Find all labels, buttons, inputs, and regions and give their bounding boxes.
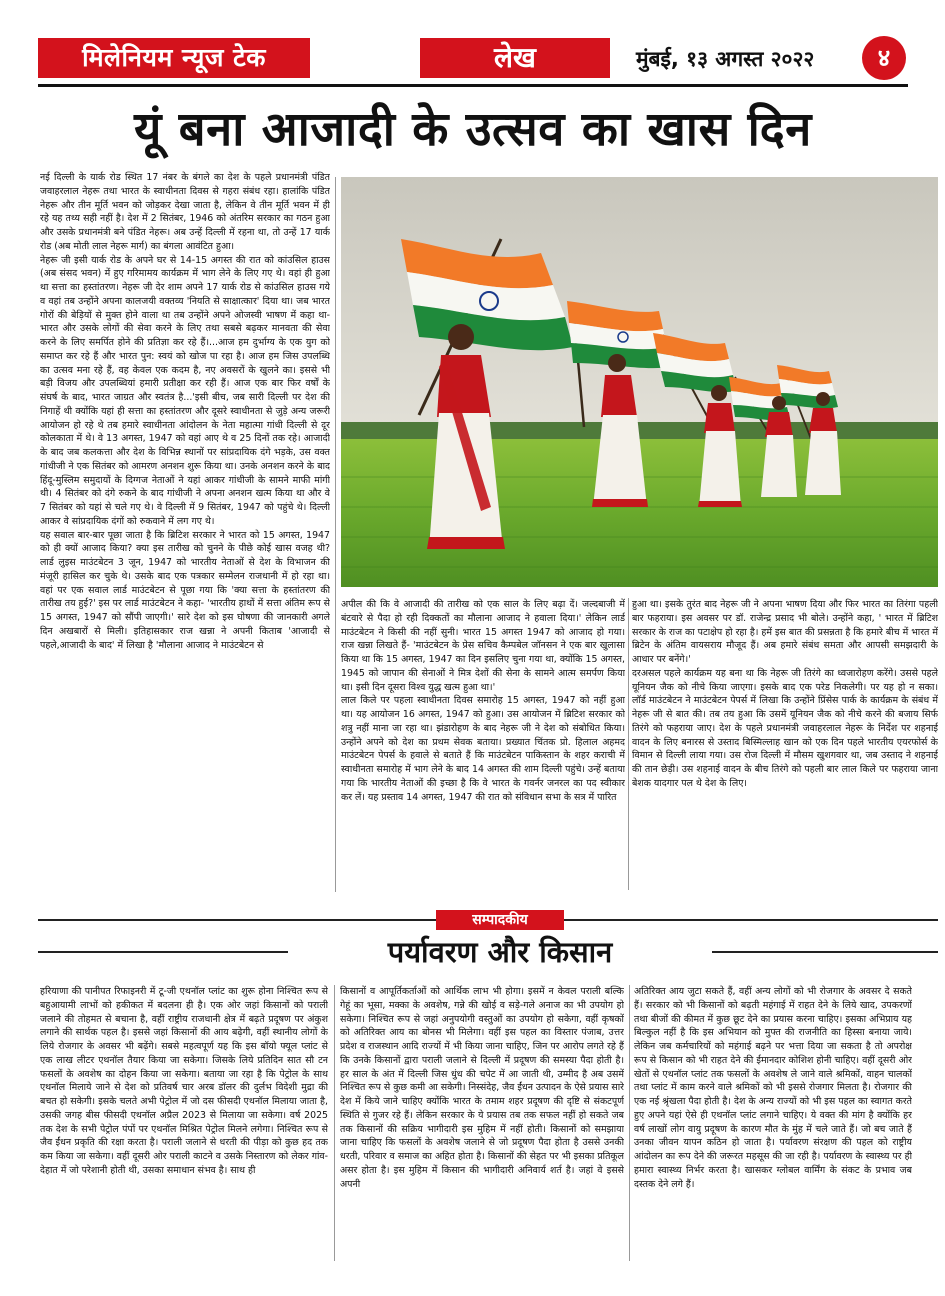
- editorial-column-1: हरियाणा की पानीपत रिफाइनरी में टू-जी एथनॉल प्लांट का शुरू होना निश्चित रूप से बहुआयामी लाभों को हकीकत में बदलना ही है। एक ओर जहां किसानों को पराली जलाने की तोहमत से बचाना है, वहीं राष्ट्रीय राजधानी क्षेत्र में बढ़ते प्रदूषण पर अंकुश लगाने की सार्थक पहल है। इससे जहां किसानों की आय बढ़ेगी, वहीं स्थानीय लोगों के लिये रोजगार के अवसर भी बढ़ेंगे। सबसे महत्वपूर्ण यह कि इस बॉयो फ्यूल प्लांट से एक लाख लीटर एथनॉल तैयार किया जा सकेगा। जिसके लिये प्रतिदिन सात सौ टन फसलों के अवशेष का दोहन किया जा सकेगा। बताया जा रहा है कि पेट्रोल के साथ एथनॉल मिलाये जाने से देश को प्रतिवर्ष चार अरब डॉलर की दुर्लभ विदेशी मुद्रा की बचत हो सकेगी। इसके चलते अभी पेट्रोल में जो दस फीसदी एथनॉल मिलाया जाता है, उसकी जगह बीस फीसदी एथनॉल अप्रैल 2023 से मिलाया जा सकेगा। वर्ष 2025 तक देश के सभी पेट्रोल पंपों पर एथनॉल मिश्रित पेट्रोल मिलने लगेगा। निश्चित रूप से जैव ईंधन प्रकृति की रक्षा करता है। पराली जलाने से धरती की पीड़ा को कुछ हद तक कम किया जा सकेगा। वहीं दूसरी ओर पराली काटने व उसके निस्तारण को लेकर गांव-देहात में जो परेशानी होती थी, उसका समाधान संभव है। साथ ही: [40, 986, 328, 1176]
- column-divider: [335, 177, 336, 892]
- article-paragraph: लाल किले पर पहला स्वाधीनता दिवस समारोह 15 अगस्त, 1947 को नहीं हुआ था। यह आयोजन 16 अगस्त, 1947 को हुआ। उस आयोजन में ब्रिटिश सरकार को शत्रु नहीं माना जा रहा था। झंडारोहण के बाद नेहरू जी ने देश को संबोधित किया। उन्होंने अपने को देश का प्रथम सेवक बताया। प्रख्यात चिंतक प्रो. हिलाल अहमद माउंटबेटन पेपर्स के हवाले से बताते हैं कि माउंटबेटन पाकिस्तान के शहर कराची में स्वाधीनता समारोह में भाग लेने के बाद 14 अगस्त की शाम दिल्ली पहुंचे। उन्हें बताया गया कि भारतीय नेताओं की इच्छा है कि वे भारत के गवर्नर जनरल का पद स्वीकार कर लें। यह प्रस्ताव 14 अगस्त, 1947 की रात को संविधान सभा के सत्र में पारित: [341, 695, 625, 803]
- editorial-header: [38, 910, 938, 980]
- flag-bearers-illustration: [341, 177, 938, 587]
- article-column-1: [40, 171, 330, 891]
- page-number-badge: ४: [862, 36, 906, 80]
- article-paragraph: दरअसल पहले कार्यक्रम यह बना था कि नेहरू जी तिरंगे का ध्वजारोहण करेंगे। उससे पहले यूनियन जैक को नीचे किया जाएगा। इसके बाद एक परेड निकलेगी। पर यह हो न सका। लॉर्ड माउंटबेटन ने माउंटबेटन पेपर्स में लिखा कि उन्होंने प्रिंसेस पार्क के कार्यक्रम के संबंध में नेहरू जी से बात की। तब तय हुआ कि उसमें यूनियन जैक को नीचे करने की बजाय सिर्फ तिरंगे को फहराया जाए। देश के पहले प्रधानमंत्री जवाहरलाल नेहरू के निर्देश पर शहनाई वादन के लिए बनारस से उस्ताद बिस्मिल्लाह खान को एक दिन पहले भारतीय एयरफोर्स के विमान से दिल्ली लाया गया। उस रोज दिल्ली में मौसम खुशगवार था, जब उस्ताद ने शहनाई की तान छेड़ी। उस शहनाई वादन के बीच तिरंगे को पहली बार लाल किले पर फहराया जाना बेशक यादगार पल थे देश के लिए।: [632, 667, 938, 789]
- article-paragraph: हुआ था। इसके तुरंत बाद नेहरू जी ने अपना भाषण दिया और फिर भारत का तिरंगा पहली बार फहराया। इस अवसर पर डॉ. राजेन्द्र प्रसाद भी बोले। उन्होंने कहा, ' भारत में ब्रिटिश सरकार के राज का पटाक्षेप हो रहा है। हमें इस बात की प्रसन्नता है कि हमारे बीच में भारत में ब्रिटेन के अंतिम वायसराय मौजूद हैं। अब हमारे संबंध समता और आपसी समझदारी के आधार पर बनेंगे।': [632, 599, 938, 665]
- article-column-3: [632, 598, 938, 890]
- editorial-column-3: अतिरिक्त आय जुटा सकते हैं, वहीं अन्य लोगों को भी रोजगार के अवसर दे सकते हैं। सरकार को भी किसानों को बढ़ती महंगाई में राहत देने के लिये खाद, उपकरणों तथा बीजों की कीमत में कुछ छूट देने का प्रयास करना चाहिए। इसका अभिप्राय यह बिल्कुल नहीं है कि इस अभियान को मुफ्त की राजनीति का हिस्सा बनाया जाये। लेकिन जब कर्मचारियों को महंगाई बढ़ने पर भत्ता दिया जा सकता है तो अपरोक्ष रूप से किसान को भी राहत देने की ईमानदार कोशिश होनी चाहिए। वहीं दूसरी ओर खेतों से एथनॉल प्लांट तक फसलों के अवशेष ले जाने वाले श्रमिकों, वाहन चालकों तथा प्लांट में काम करने वाले श्रमिकों को भी इससे रोजगार मिलता है। रोजगार की एक नई श्रृंखला पैदा होती है। देश के अन्य राज्यों को भी इस पहल का स्वागत करते हुए अपने यहां ऐसे ही एथनॉल प्लांट लगाने चाहिए। ये वक्त की मांग है क्योंकि हर वर्ष लाखों लोग वायु प्रदूषण के कारण मौत के मुंह में चले जाते हैं। जो बच जाते हैं उनका जीवन यापन कठिन हो जाता है। पर्यावरण संरक्षण की पहल को राष्ट्रीय आंदोलन का रूप देने की जरूरत महसूस की जा रही है। पर्यावरण के स्वास्थ्य पर ही हमारा स्वास्थ्य निर्भर करता है। खासकर ग्लोबल वार्मिंग के संकट के प्रभाव जब दस्तक देने लगे हैं।: [634, 986, 912, 1190]
- editorial-title: पर्यावरण और किसान: [387, 935, 613, 969]
- section-label: लेख: [420, 38, 610, 78]
- column-divider: [629, 985, 630, 1261]
- editorial-label: सम्पादकीय: [436, 910, 564, 930]
- column-divider: [628, 598, 629, 890]
- article-column-2: [341, 598, 625, 890]
- editorial-rule-right: [712, 951, 938, 953]
- column-divider: [334, 985, 335, 1261]
- masthead: [38, 38, 908, 80]
- dateline: मुंबई, १३ अगस्त २०२२: [636, 47, 815, 71]
- article-headline: यूं बना आजादी के उत्सव का खास दिन: [134, 102, 812, 157]
- editorial-rule-left: [38, 951, 288, 953]
- article-paragraph: नेहरू जी इसी यार्क रोड के अपने घर से 14-15 अगस्त की रात को कांउसिल हाउस (अब संसद भवन) में हुए गरिमामय कार्यक्रम में भाग लेने के लिए गए थे। वहां ही हुआ था सत्ता का हस्तांतरण। नेहरू जी देर शाम अपने 17 यार्क रोड से कांउसिल हाउस गये व वहां तब उन्होंने अपना कालजयी वक्तव्य 'नियति से साक्षात्कार' दिया था। जब भारत गोरों की बेड़ियों से मुक्त होने वाला था तब उन्होंने अपने ओजस्वी भाषण में कहा था- भारत और उसके लोगों की सेवा करने के लिए तथा सबसे बढ़कर मानवता की सेवा करने के लिए समर्पित होने की प्रतिज्ञा कर रहे हैं।...आज हम दुर्भाग्य के एक युग को समाप्त कर रहे हैं और भारत पुन: स्वयं को खोज पा रहा है। आज हम जिस उपलब्धि का उत्सव मना रहे हैं, वह केवल एक कदम है, नए अवसरों के खुलने का। इससे भी बड़ी विजय और उपलब्धियां हमारी प्रतीक्षा कर रही हैं। आज एक बार फिर वर्षों के संघर्ष के बाद, भारत जाग्रत और स्वतंत्र है...'इसी बीच, जब सारी दिल्ली पर देश की निगाहें थी क्योंकि यहां ही सत्ता का हस्तांतरण और दूसरे स्वाधीनता से जुड़े अन्य जरूरी आयोजन हो रहे थे तब हमारे स्वाधीनता आंदोलन के नेता महात्मा गांधी दिल्ली से दूर कोलकाता में थे। वे 13 अगस्त, 1947 को वहां आए थे व 25 दिनों तक रहे। आजादी के बाद जब कलकत्ता और देश के विभिन्न स्थानों पर सांप्रदायिक दंगे भड़के, उस वक्त गांधीजी ने एक सितंबर को आमरण अनशन शुरू किया था। उनके अनशन करने के बाद हिंदू-मुस्लिम समुदायों के दिग्गज नेताओं ने यहां आकर गांधीजी के सामने माफी मांगी थी। 4 सितंबर को दंगे रुकने के बाद गांधीजी ने अपना अनशन खत्म किया था और वे 7 सितंबर को यहां से चले गए थे। वे दिल्ली में 9 सितंबर, 1947 को पहुंचे थे। दिल्ली आकर वे सांप्रदायिक दंगों को रुकवाने में लग गए थे।: [40, 254, 330, 527]
- article-photo: [341, 177, 938, 587]
- article-paragraph: नई दिल्ली के यार्क रोड स्थित 17 नंबर के बंगले का देश के पहले प्रधानमंत्री पंडित जवाहरलाल नेहरू तथा भारत के स्वाधीनता दिवस से गहरा संबंध रहा। हालांकि पंडित नेहरू और तीन मूर्ति भवन को जोड़कर देखा जाता है, लेकिन वे तीन मूर्ति भवन में ही रहे यह तथ्य सही नहीं है। देश में 2 सितंबर, 1946 को अंतरिम सरकार का गठन हुआ और उसके प्रधानमंत्री बने पंडित नेहरू। अब उन्हें दिल्ली में रहना था, तो उन्हें 17 यार्क रोड (अब मोती लाल नेहरू मार्ग) का बंगला आवंटित हुआ।: [40, 172, 330, 252]
- brand-name: मिलेनियम न्यूज टेक: [38, 38, 310, 78]
- masthead-rule: [38, 84, 908, 87]
- article-paragraph: अपील की कि वे आजादी की तारीख को एक साल के लिए बढ़ा दें। जल्दबाजी में बंटवारे से पैदा हो रही दिक्कतों का मौलाना आजाद ने हवाला दिया।' लेकिन लार्ड माउंटबेटन ने किसी की नहीं सुनी। भारत 15 अगस्त 1947 को आजाद हो गया। राज खन्ना लिखते हैं- 'माउंटबेटन के प्रेस सचिव कैम्पबेल जॉनसन ने एक बार खुलासा किया था कि 15 अगस्त, 1947 का दिन इसलिए चुना गया था, क्योंकि 15 अगस्त, 1945 को जापान की सेनाओं ने मित्र देशों की सेना के सामने आत्म समर्पण किया था। इसी दिन दूसरा विश्व युद्ध खत्म हुआ था।': [341, 599, 625, 693]
- editorial-column-2: किसानों व आपूर्तिकर्ताओं को आर्थिक लाभ भी होगा। इसमें न केवल पराली बल्कि गेहूं का भूसा, मक्का के अवशेष, गन्ने की खोई व सड़े-गले अनाज का भी उपयोग हो सकेगा। निश्चित रूप से जहां अनुपयोगी वस्तुओं का उपयोग हो सकेगा, वहीं कृषकों को अतिरिक्त आय का बोनस भी मिलेगा। वहीं इस पहल का विस्तार पंजाब, उत्तर प्रदेश व राजस्थान आदि राज्यों में भी किया जाना चाहिए, जिन पर आरोप लगते रहे हैं कि उनके किसानों द्वारा पराली जलाने से दिल्ली में प्रदूषण की समस्या पैदा होती है। हर साल के अंत में दिल्ली जिस धुंध की चपेट में आ जाती थी, उम्मीद है अब उसमें निश्चित रूप से कुछ कमी आ सकेगी। निस्संदेह, जैव ईंधन उत्पादन के ऐसे प्रयास सारे देश में किये जाने चाहिए क्योंकि भारत के तमाम शहर प्रदूषण की दृष्टि से संकटपूर्ण स्थिति से गुजर रहे हैं। लेकिन सरकार के ये प्रयास तब तक सफल नहीं हो सकते जब तक किसानों की सक्रिय भागीदारी इस मुहिम में नहीं होती। किसानों को समझाया जाना चाहिए कि फसलों के अवशेष जलाने से जो प्रदूषण पैदा होता है उससे उनकी धरती, परिवार व समाज का अहित होता है। किसानों की सेहत पर भी इसका प्रतिकूल असर होता है। इस मुहिम में किसान की भागीदारी अनिवार्य शर्त है। जहां वे इससे अपनी: [340, 986, 624, 1190]
- article-paragraph: यह सवाल बार-बार पूछा जाता है कि ब्रिटिश सरकार ने भारत को 15 अगस्त, 1947 को ही क्यों आजाद किया? क्या इस तारीख को चुनने के पीछे कोई खास वजह थी? लार्ड लुइस माउंटबेटन 3 जून, 1947 को भारतीय नेताओं से देश के विभाजन की मंजूरी हासिल कर चुके थे। उसके बाद एक पत्रकार सम्मेलन राजधानी में हो रहा था। वहां पर एक सवाल लार्ड माउंटबेटन से पूछा गया कि 'क्या सत्ता के हस्तांतरण की तारीख तय हुई?' इस पर लार्ड माउंटबेटन ने कहा- 'भारतीय हाथों में सत्ता अंतिम रूप से 15 अगस्त, 1947 को सौंपी जाएगी।' सारे देश को इस घोषणा की जानकारी अगले दिन अखबारों से मिली। इतिहासकार राज खन्ना ने अपनी किताब 'आजादी से पहले,आजादी के बाद' में लिखा है 'मौलाना आजाद ने माउंटबेटन से: [40, 529, 330, 651]
